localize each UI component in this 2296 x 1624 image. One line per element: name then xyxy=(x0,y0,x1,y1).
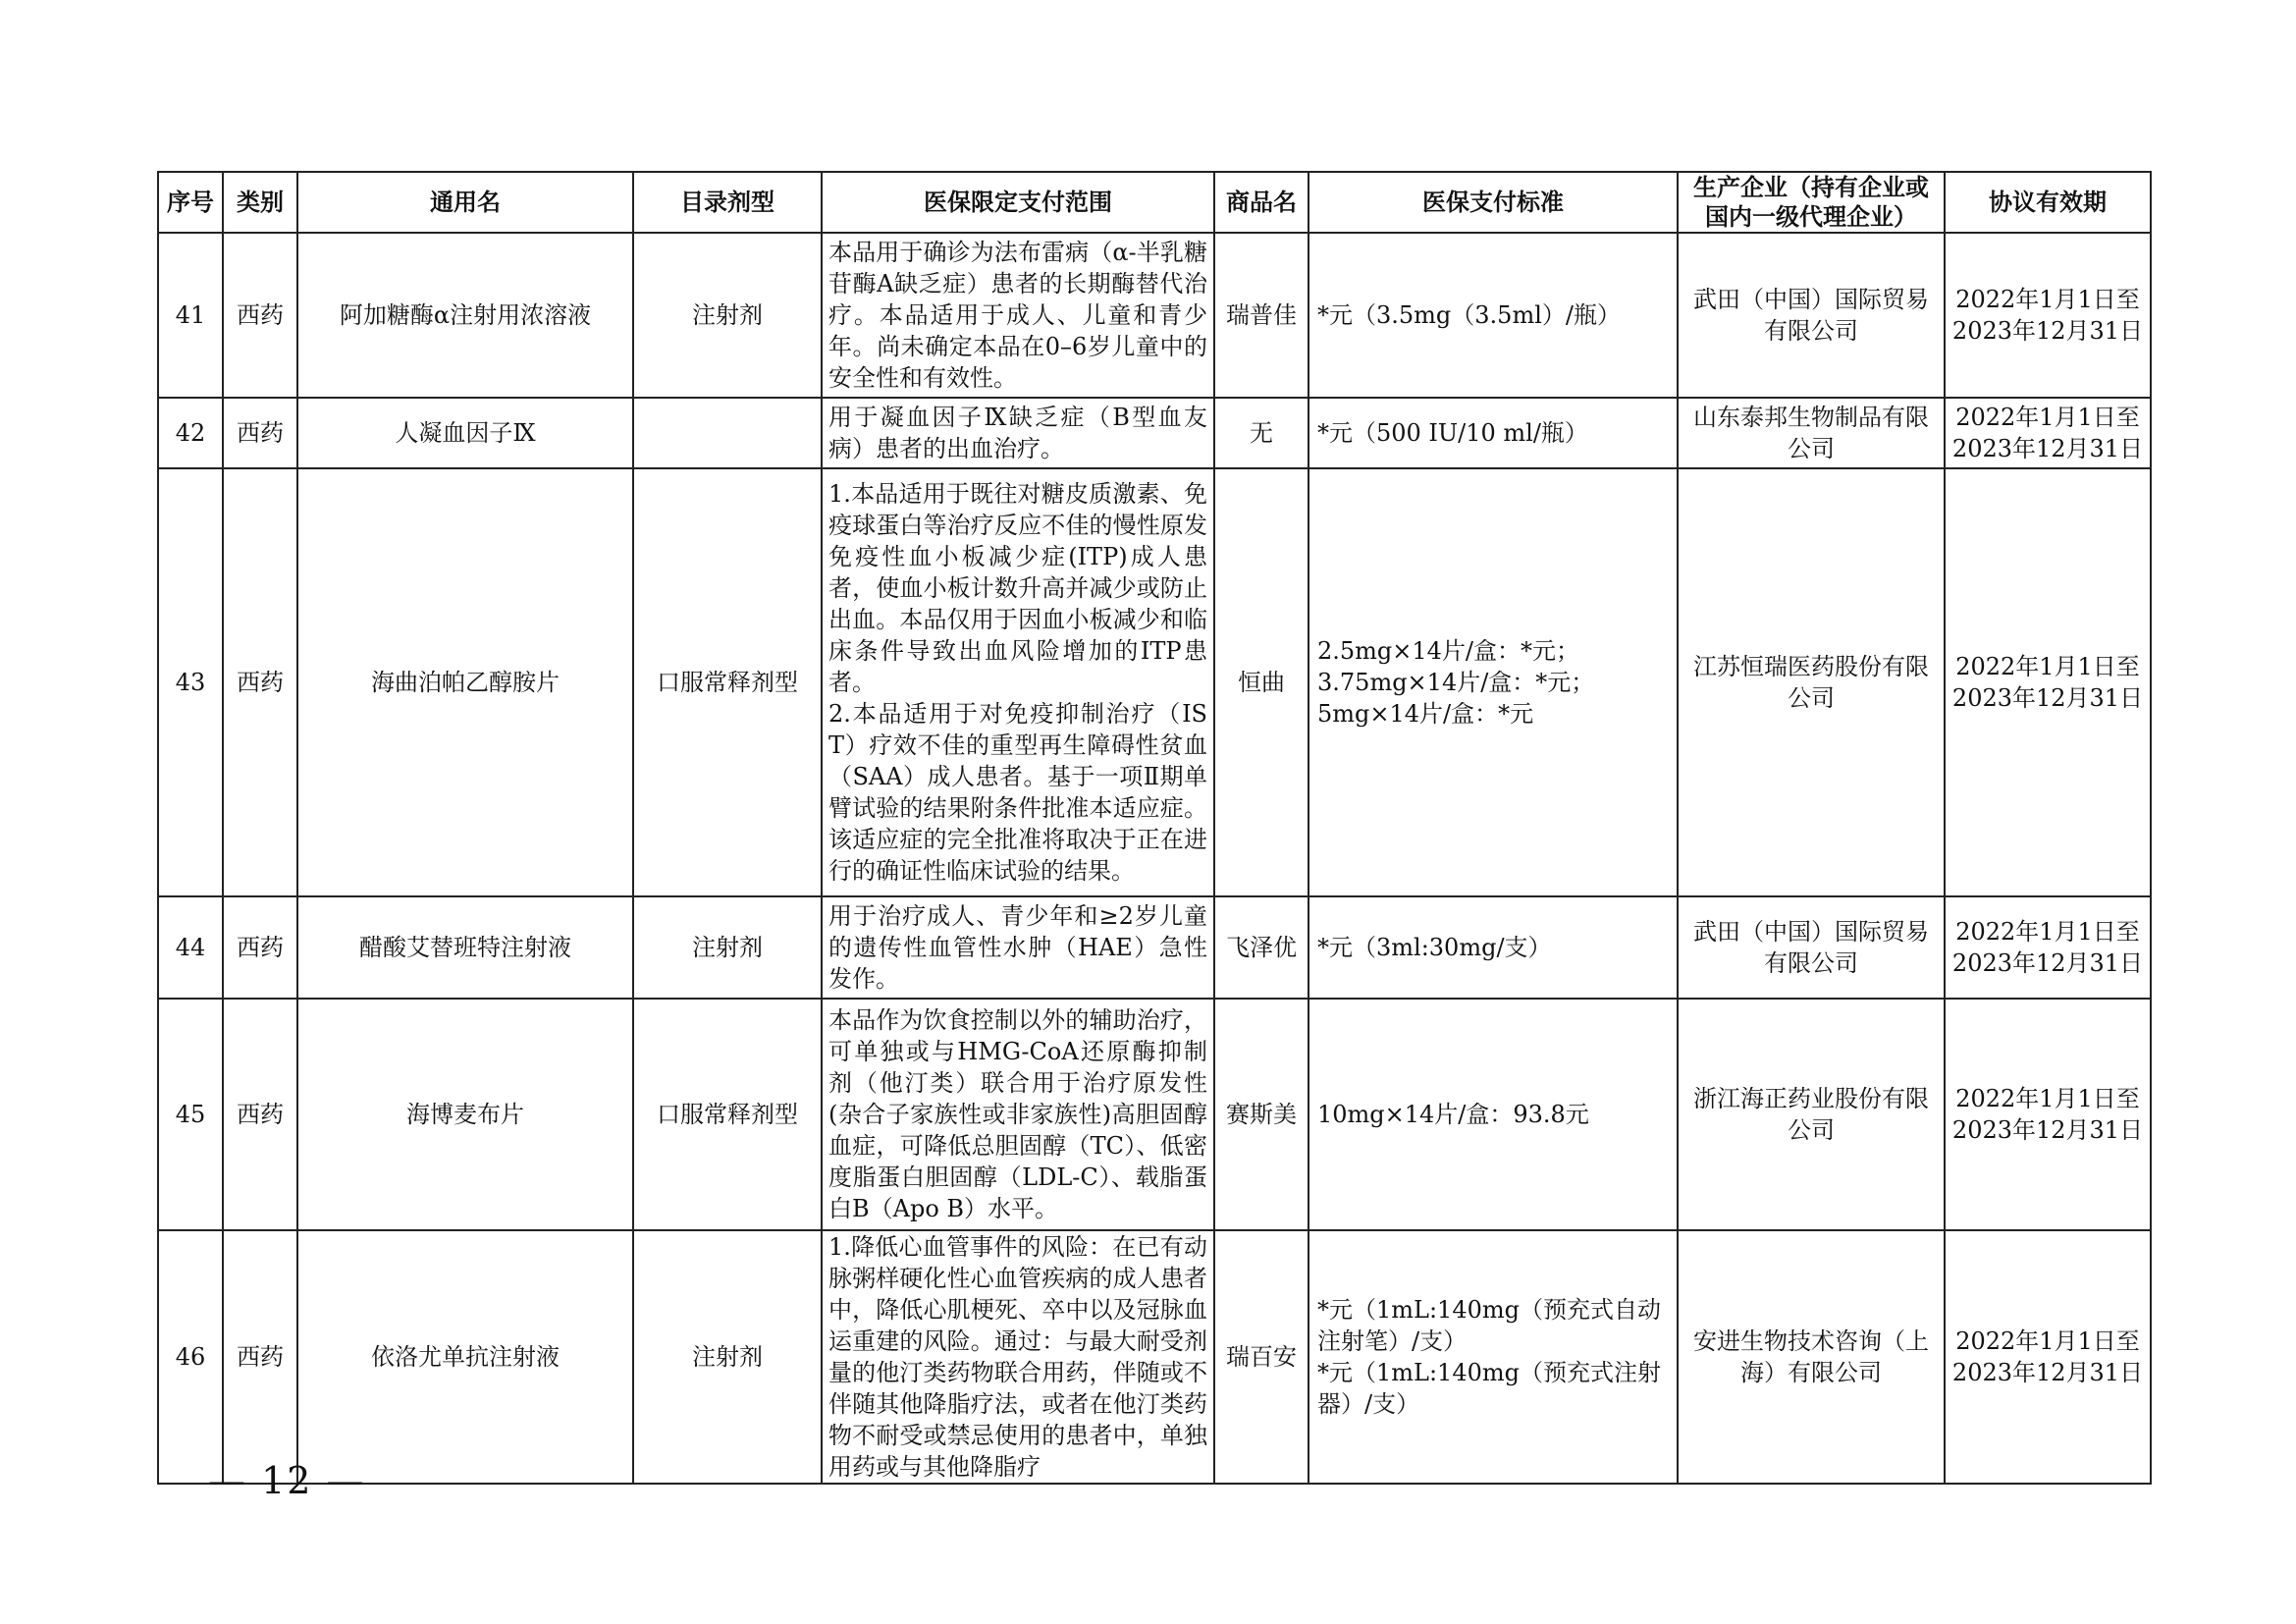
row-generic-name: 醋酸艾替班特注射液 xyxy=(297,896,633,999)
row-category: 西药 xyxy=(223,999,297,1230)
table-row xyxy=(158,398,2151,468)
row-no: 46 xyxy=(158,1230,223,1484)
header-cell-category: 类别 xyxy=(223,172,297,233)
row-company: 江苏恒瑞医药股份有限公司 xyxy=(1678,468,1945,896)
row-company: 山东泰邦生物制品有限公司 xyxy=(1678,398,1945,468)
row-brand-name: 无 xyxy=(1214,398,1308,468)
row-validity: 2022年1月1日至 2023年12月31日 xyxy=(1945,896,2151,999)
row-payment-standard: 2.5mg×14片/盒：*元； 3.75mg×14片/盒：*元； 5mg×14片/盒：*元 xyxy=(1308,468,1678,896)
header-row xyxy=(158,172,2151,233)
row-no: 45 xyxy=(158,999,223,1230)
header-cell-company: 生产企业（持有企业或 国内一级代理企业） xyxy=(1678,172,1945,233)
row-category: 西药 xyxy=(223,468,297,896)
header-cell-name: 通用名 xyxy=(297,172,633,233)
row-generic-name: 人凝血因子Ⅸ xyxy=(297,398,633,468)
table-row xyxy=(158,468,2151,896)
drug-table xyxy=(157,171,2152,1485)
row-payment-scope: 1.本品适用于既往对糖皮质激素、免疫球蛋白等治疗反应不佳的慢性原发免疫性血小板减少症(ITP)成人患者，使血小板计数升高并减少或防止出血。本品仅用于因血小板减少和临床条件导致出血风险增加的ITP患者。 2.本品适用于对免疫抑制治疗（IST）疗效不佳的重型再生障碍性贫血（SAA）成人患者。基于一项Ⅱ期单臂试验的结果附条件批准本适应症。该适应症的完全批准将取决于正在进行的确证性临床试验的结果。 xyxy=(822,468,1214,896)
row-payment-scope: 本品作为饮食控制以外的辅助治疗，可单独或与HMG-CoA还原酶抑制剂（他汀类）联合用于治疗原发性(杂合子家族性或非家族性)高胆固醇血症，可降低总胆固醇（TC）、低密度脂蛋白胆固醇（LDL-C）、载脂蛋白B（Apo B）水平。 xyxy=(822,999,1214,1230)
header-cell-standard: 医保支付标准 xyxy=(1308,172,1678,233)
row-validity: 2022年1月1日至 2023年12月31日 xyxy=(1945,398,2151,468)
row-category: 西药 xyxy=(223,233,297,398)
row-company: 安进生物技术咨询（上海）有限公司 xyxy=(1678,1230,1945,1484)
row-brand-name: 瑞普佳 xyxy=(1214,233,1308,398)
row-payment-standard: *元（500 IU/10 ml/瓶） xyxy=(1308,398,1678,468)
row-brand-name: 恒曲 xyxy=(1214,468,1308,896)
row-brand-name: 赛斯美 xyxy=(1214,999,1308,1230)
row-dosage-form: 口服常释剂型 xyxy=(633,999,822,1230)
row-dosage-form: 口服常释剂型 xyxy=(633,468,822,896)
row-company: 浙江海正药业股份有限公司 xyxy=(1678,999,1945,1230)
table-row xyxy=(158,999,2151,1230)
row-payment-scope: 1.降低心血管事件的风险：在已有动脉粥样硬化性心血管疾病的成人患者中，降低心肌梗死、卒中以及冠脉血运重建的风险。通过：与最大耐受剂量的他汀类药物联合用药，伴随或不伴随其他降脂疗法，或者在他汀类药物不耐受或禁忌使用的患者中，单独用药或与其他降脂疗 xyxy=(822,1230,1214,1484)
row-payment-standard: *元（1mL:140mg（预充式自动注射笔）/支） *元（1mL:140mg（预充式注射器）/支） xyxy=(1308,1230,1678,1484)
row-generic-name: 海曲泊帕乙醇胺片 xyxy=(297,468,633,896)
row-payment-standard: *元（3ml:30mg/支） xyxy=(1308,896,1678,999)
header-cell-form: 目录剂型 xyxy=(633,172,822,233)
row-company: 武田（中国）国际贸易有限公司 xyxy=(1678,896,1945,999)
row-category: 西药 xyxy=(223,1230,297,1484)
row-dosage-form: 注射剂 xyxy=(633,1230,822,1484)
row-validity: 2022年1月1日至 2023年12月31日 xyxy=(1945,1230,2151,1484)
row-payment-standard: 10mg×14片/盒：93.8元 xyxy=(1308,999,1678,1230)
row-dosage-form: 注射剂 xyxy=(633,233,822,398)
header-cell-no: 序号 xyxy=(158,172,223,233)
row-dosage-form: 注射剂 xyxy=(633,896,822,999)
row-category: 西药 xyxy=(223,398,297,468)
row-validity: 2022年1月1日至 2023年12月31日 xyxy=(1945,468,2151,896)
row-no: 41 xyxy=(158,233,223,398)
row-validity: 2022年1月1日至 2023年12月31日 xyxy=(1945,999,2151,1230)
row-validity: 2022年1月1日至 2023年12月31日 xyxy=(1945,233,2151,398)
table-body xyxy=(158,233,2151,1484)
row-company: 武田（中国）国际贸易有限公司 xyxy=(1678,233,1945,398)
table-row xyxy=(158,1230,2151,1484)
row-brand-name: 飞泽优 xyxy=(1214,896,1308,999)
row-generic-name: 海博麦布片 xyxy=(297,999,633,1230)
row-brand-name: 瑞百安 xyxy=(1214,1230,1308,1484)
row-payment-scope: 本品用于确诊为法布雷病（α-半乳糖苷酶A缺乏症）患者的长期酶替代治疗。本品适用于成人、儿童和青少年。尚未确定本品在0–6岁儿童中的安全性和有效性。 xyxy=(822,233,1214,398)
row-payment-standard: *元（3.5mg（3.5ml）/瓶） xyxy=(1308,233,1678,398)
row-generic-name: 阿加糖酶α注射用浓溶液 xyxy=(297,233,633,398)
header-cell-validity: 协议有效期 xyxy=(1945,172,2151,233)
row-generic-name: 依洛尤单抗注射液 xyxy=(297,1230,633,1484)
header-cell-scope: 医保限定支付范围 xyxy=(822,172,1214,233)
row-payment-scope: 用于凝血因子Ⅸ缺乏症（B型血友病）患者的出血治疗。 xyxy=(822,398,1214,468)
row-dosage-form xyxy=(633,398,822,468)
table-header xyxy=(158,172,2151,233)
row-payment-scope: 用于治疗成人、青少年和≥2岁儿童的遗传性血管性水肿（HAE）急性发作。 xyxy=(822,896,1214,999)
table-row xyxy=(158,233,2151,398)
row-no: 44 xyxy=(158,896,223,999)
page-number: — 12 — xyxy=(208,1459,366,1502)
row-category: 西药 xyxy=(223,896,297,999)
row-no: 43 xyxy=(158,468,223,896)
table-row xyxy=(158,896,2151,999)
header-cell-brand: 商品名 xyxy=(1214,172,1308,233)
row-no: 42 xyxy=(158,398,223,468)
